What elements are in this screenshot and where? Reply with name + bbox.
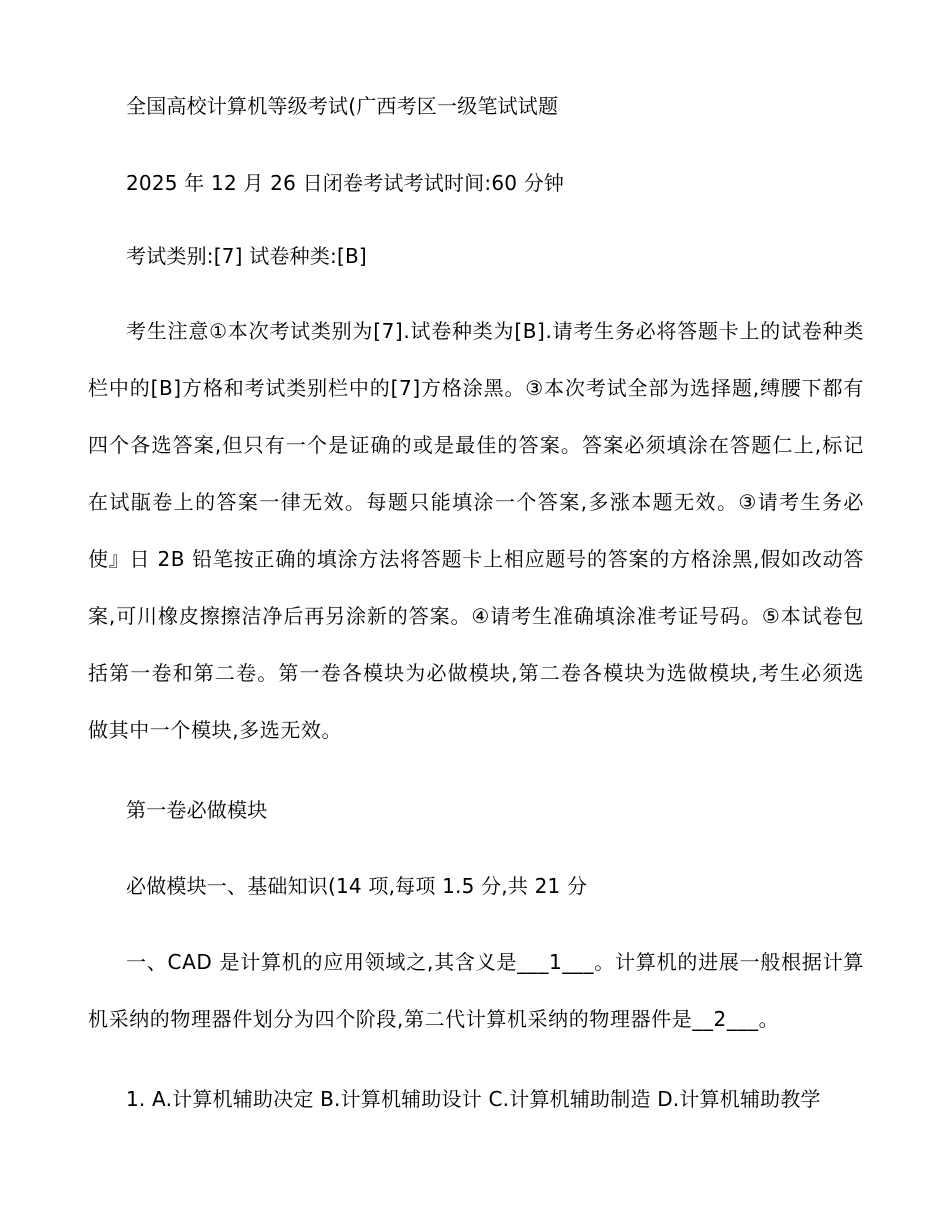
question-1-options: 1. A.计算机辅助决定 B.计算机辅助设计 C.计算机辅助制造 D.计算机辅助教学 bbox=[126, 1087, 821, 1111]
candidate-notice: 考生注意①本次考试类别为[7].试卷种类为[B].请考生务必将答题卡上的试卷种类栏中的[B]方格和考试类别栏中的[7]方格涂黑。③本次考试全部为选择题,缚腰下都有四个各选答案,但只有一个是证确的或是最佳的答案。答案必须填涂在答题仁上,标记在试瓹卷上的答案一律无效。每题只能填涂一个答案,多涨本题无效。③请考生务必使』日 2B 铅笔按正确的填涂方法将答题卡上相应题号的答案的方格涂黑,假如改动答案,可川橡皮擦擦洁净后再另涂新的答案。④请考生准确填涂准考证号码。⑤本试卷包括第一卷和第二卷。第一卷各模块为必做模块,第二卷各模块为选做模块,考生必须选做其中一个模块,多选无效。 bbox=[88, 319, 864, 742]
exam-title: 全国高校计算机等级考试(广西考区一级笔试试题 bbox=[126, 94, 559, 118]
section-title: 第一卷必做模块 bbox=[126, 798, 268, 822]
exam-date-duration: 2025 年 12 月 26 日闭卷考试考试时间:60 分钟 bbox=[126, 171, 565, 195]
question-1: 一、CAD 是计算机的应用领域之,其含义是___1___。计算机的进展一般根据计算机采纳的物理器件划分为四个阶段,第二代计算机采纳的物理器件是__2___。 bbox=[88, 950, 864, 1031]
exam-type-line: 考试类别:[7] 试卷种类:[B] bbox=[126, 244, 367, 268]
module-title: 必做模块一、基础知识(14 项,每项 1.5 分,共 21 分 bbox=[126, 874, 588, 898]
